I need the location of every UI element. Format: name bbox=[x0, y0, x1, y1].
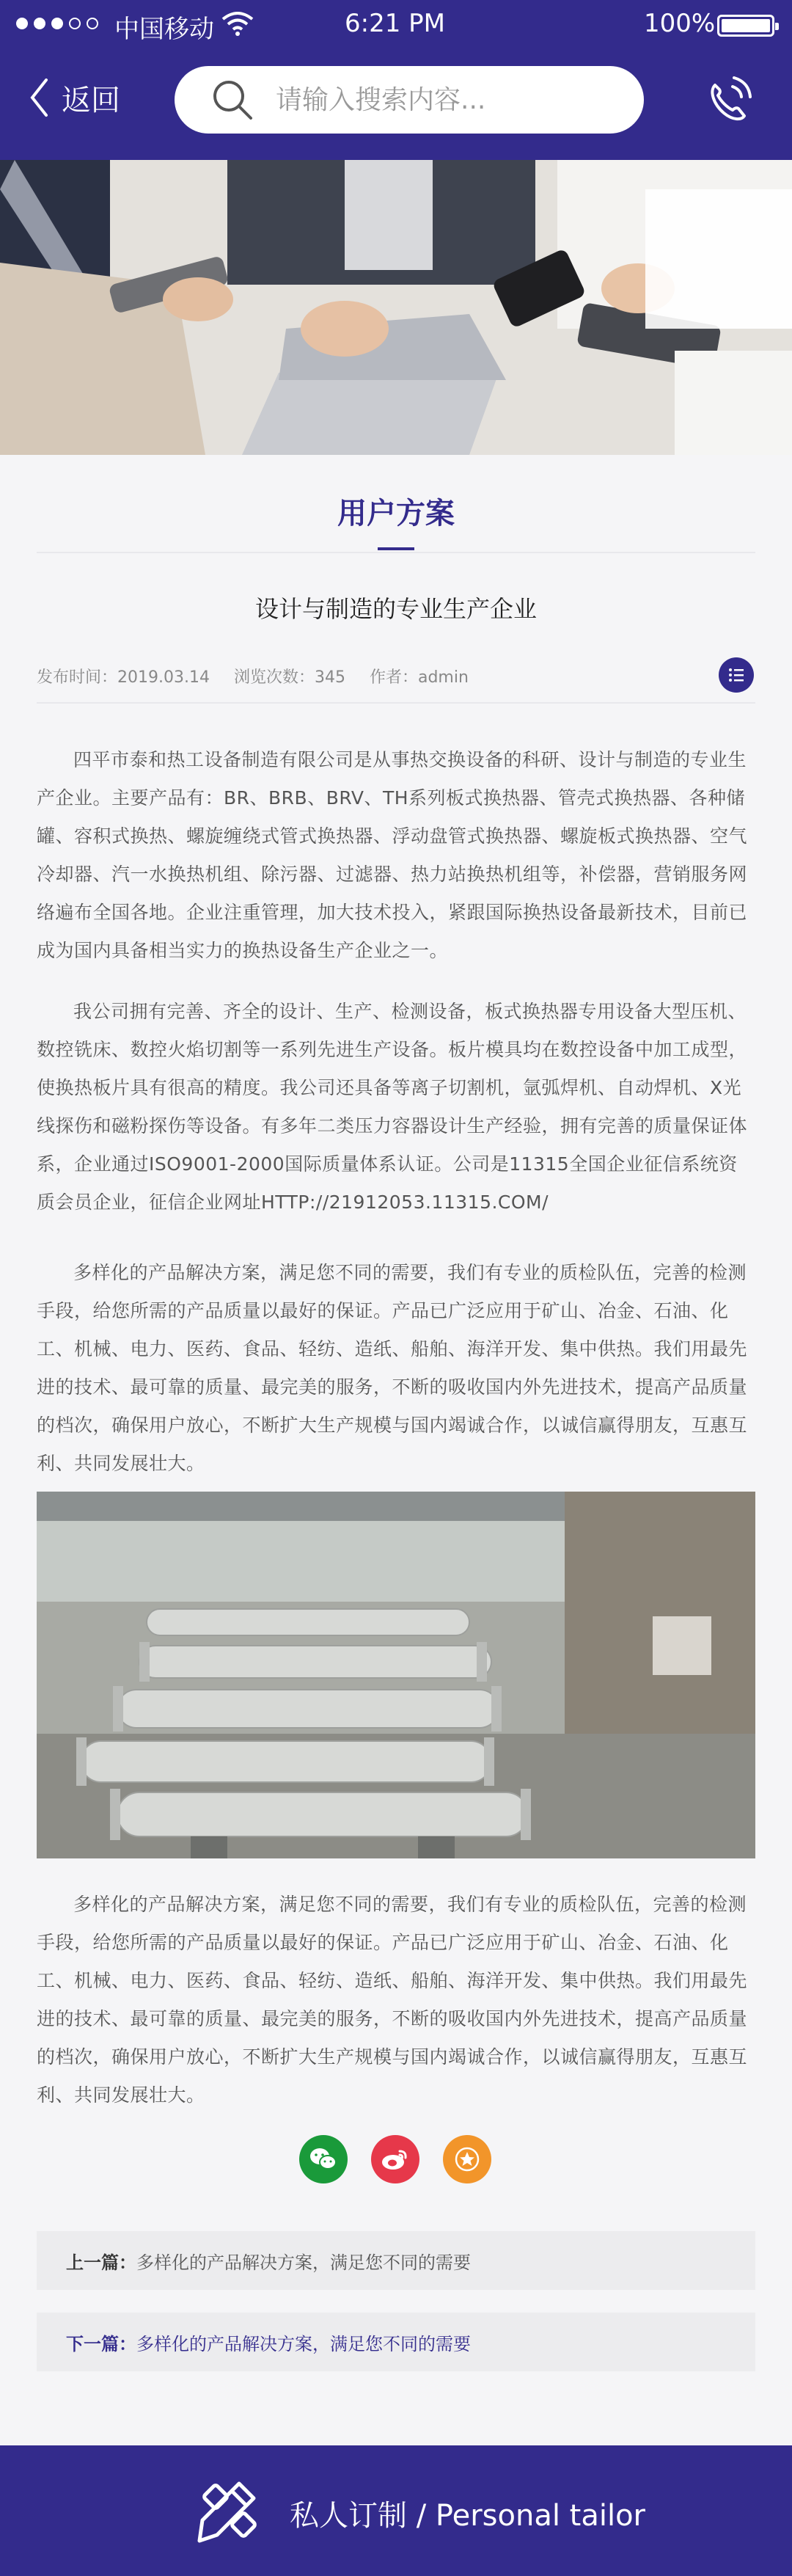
search-bar[interactable] bbox=[175, 66, 644, 134]
next-label: 下一篇： bbox=[66, 2333, 136, 2354]
battery-percent: 100% bbox=[644, 9, 716, 38]
phone-icon[interactable] bbox=[700, 72, 756, 125]
design-pen-icon bbox=[195, 2476, 265, 2547]
share-weibo-button[interactable] bbox=[371, 2135, 419, 2183]
article-meta bbox=[37, 665, 488, 687]
list-icon bbox=[719, 657, 754, 693]
divider bbox=[37, 552, 755, 553]
article-title: 设计与制造的专业生产企业 bbox=[254, 595, 537, 623]
search-input[interactable] bbox=[274, 84, 615, 116]
view-count: 浏览次数：345 bbox=[233, 668, 345, 687]
wechat-icon bbox=[309, 2147, 338, 2172]
personal-tailor-button[interactable] bbox=[0, 2445, 792, 2576]
prev-article-link[interactable] bbox=[37, 2231, 755, 2290]
share-wechat-button[interactable] bbox=[299, 2135, 348, 2183]
battery-icon bbox=[717, 15, 774, 37]
top-header bbox=[0, 0, 792, 160]
list-button[interactable] bbox=[719, 657, 754, 693]
author: 作者：admin bbox=[369, 668, 469, 687]
star-icon bbox=[453, 2145, 481, 2173]
back-button[interactable] bbox=[29, 73, 120, 122]
status-bar bbox=[0, 0, 792, 51]
search-icon bbox=[211, 79, 254, 121]
share-favorite-button[interactable] bbox=[443, 2135, 491, 2183]
carrier-name: 中国移动 bbox=[114, 15, 214, 44]
article-paragraph: 多样化的产品解决方案，满足您不同的需要，我们有专业的质检队伍，完善的检测手段，给您所需的产品质量以最好的保证。产品已广泛应用于矿山、冶金、石油、化工、机械、电力、医药、食品、轻纺、造纸、船舶、海洋开发、集中供热。我们用最先进的技术、最可靠的质量、最完美的服务，不断的吸收国内外先进技术，提高产品质量的档次，确保用户放心，不断扩大生产规模与国内竭诚合作，以诚信赢得朋友，互惠互利、共同发展壮大。 bbox=[37, 1894, 748, 2106]
article-paragraph: 我公司拥有完善、齐全的设计、生产、检测设备，板式换热器专用设备大型压机、数控铣床、数控火焰切割等一系列先进生产设备。板片模具均在数控设备中加工成型，使换热板片具有很高的精度。我公司还具备等离子切割机，氩弧焊机、自动焊机、X光线探伤和磁粉探伤等设备。有多年二类压力容器设计生产经验，拥有完善的质量保证体系，企业通过ISO9001-2000国际质量体系认证。公司是11315全国企业征信系统资质会员企业，征信企业网址HTTP://21912053.11315.COM/ bbox=[37, 1001, 748, 1213]
share-bar bbox=[299, 2135, 491, 2183]
divider bbox=[37, 702, 755, 704]
chevron-left-icon bbox=[29, 77, 48, 118]
weibo-icon bbox=[381, 2147, 410, 2172]
back-label: 返回 bbox=[62, 83, 120, 117]
prev-title: 多样化的产品解决方案，满足您不同的需要 bbox=[136, 2252, 471, 2273]
title-underline bbox=[378, 547, 414, 550]
wifi-icon bbox=[221, 10, 254, 37]
article-image bbox=[37, 1492, 755, 1858]
article-paragraph: 多样化的产品解决方案，满足您不同的需要，我们有专业的质检队伍，完善的检测手段，给您所需的产品质量以最好的保证。产品已广泛应用于矿山、冶金、石油、化工、机械、电力、医药、食品、轻纺、造纸、船舶、海洋开发、集中供热。我们用最先进的技术、最可靠的质量、最完美的服务，不断的吸收国内外先进技术，提高产品质量的档次，确保用户放心，不断扩大生产规模与国内竭诚合作，以诚信赢得朋友，互惠互利、共同发展壮大。 bbox=[37, 1262, 748, 1474]
section-title: 用户方案 bbox=[337, 497, 455, 530]
next-title: 多样化的产品解决方案，满足您不同的需要 bbox=[136, 2333, 471, 2354]
publish-date: 发布时间：2019.03.14 bbox=[37, 668, 210, 687]
prev-label: 上一篇： bbox=[66, 2252, 136, 2273]
personal-tailor-label: 私人订制 / Personal tailor bbox=[290, 2499, 645, 2533]
status-time: 6:21 PM bbox=[345, 9, 445, 38]
banner-image bbox=[0, 160, 792, 455]
signal-strength-icon bbox=[16, 18, 98, 29]
next-article-link[interactable] bbox=[37, 2313, 755, 2371]
article-paragraph: 四平市泰和热工设备制造有限公司是从事热交换设备的科研、设计与制造的专业生产企业。主要产品有：BR、BRB、BRV、TH系列板式换热器、管壳式换热器、各种储罐、容积式换热、螺旋缠绕式管式换热器、浮动盘管式换热器、螺旋板式换热器、空气冷却器、汽一水换热机组、除污器、过滤器、热力站换热机组等，补偿器，营销服务网络遍布全国各地。企业注重管理，加大技术投入，紧跟国际换热设备最新技术，目前已成为国内具备相当实力的换热设备生产企业之一。 bbox=[37, 749, 748, 961]
